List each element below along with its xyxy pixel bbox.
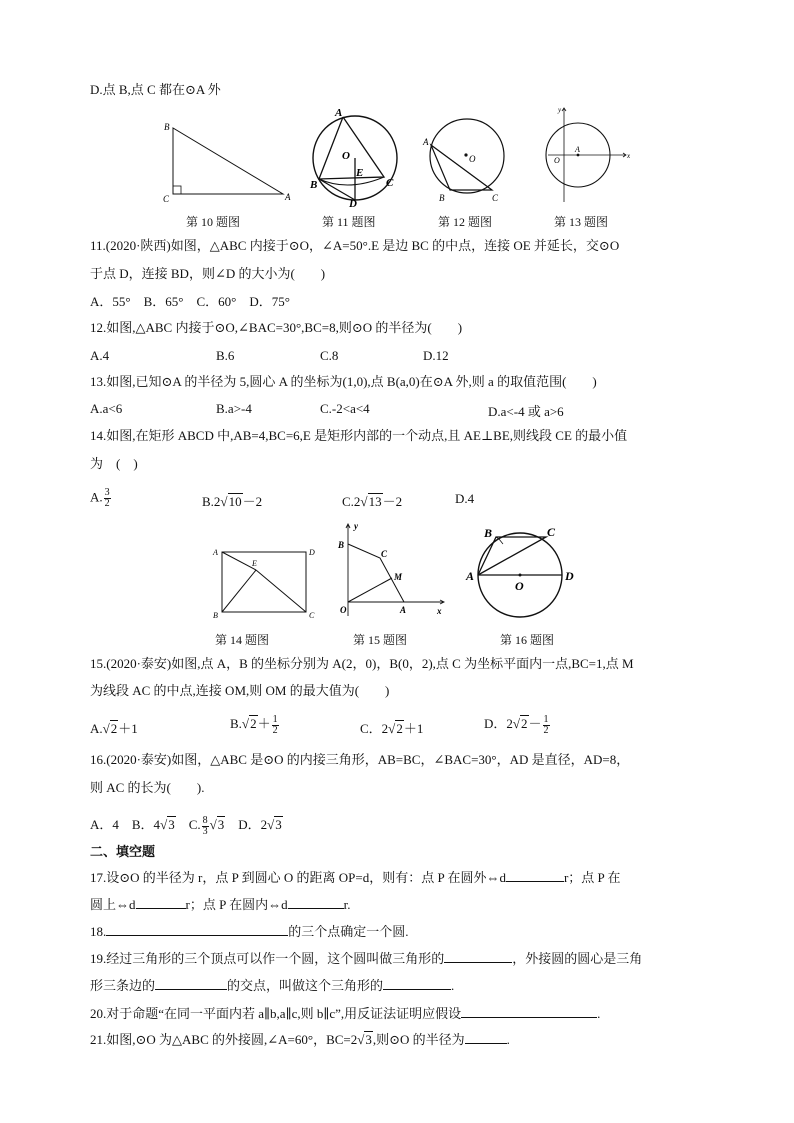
svg-text:C: C — [547, 525, 556, 539]
caption-figure-10: 第 10 题图 — [186, 215, 241, 229]
caption-figure-12: 第 12 题图 — [438, 215, 493, 229]
q17-line2 — [90, 895, 350, 913]
q14-option-c-prefix: C.2 — [342, 494, 361, 509]
svg-text:C: C — [386, 177, 394, 189]
sqrt-sign: √ — [360, 494, 368, 509]
q19-blank-2[interactable] — [155, 976, 227, 990]
q17-text-d: r；点 P 在圆内⇔d — [185, 897, 288, 912]
sqrt-sign: √ — [388, 721, 396, 736]
q12-option-d: D.12 — [423, 348, 449, 363]
q20-text: 20.对于命题“在同一平面内若 a∥b,a∥c,则 b∥c”,用反证法证明应假设 — [90, 1006, 462, 1021]
figure-13-diagram — [538, 104, 638, 208]
q14-option-d: D.4 — [455, 491, 475, 506]
plus-sign: ＋ — [257, 716, 271, 731]
caption-figure-16: 第 16 题图 — [500, 633, 555, 647]
sqrt-radicand: 2 — [396, 721, 403, 736]
sqrt-radicand: 2 — [110, 721, 118, 736]
svg-text:M: M — [394, 572, 403, 582]
q19-text-d: 的交点，叫做这个三角形的 — [227, 978, 384, 993]
q17-text-a: 17.设⊙O 的半径为 r，点 P 到圆心 O 的距离 OP=d，则有：点 P 在圆外⇔d — [90, 870, 506, 885]
svg-text:O: O — [342, 150, 350, 162]
svg-text:A: A — [423, 137, 429, 147]
svg-text:A: A — [575, 145, 580, 154]
figure-16-diagram — [462, 520, 586, 628]
q14-option-a-fraction — [104, 488, 111, 509]
q16-option-a-b: A．4 B．4 — [90, 817, 161, 832]
q18-prefix: 18. — [90, 924, 107, 939]
q18-line — [90, 922, 409, 940]
svg-text:C: C — [381, 549, 388, 559]
svg-text:O: O — [515, 579, 524, 593]
q21-end: . — [506, 1032, 510, 1047]
sqrt-radicand: 3 — [168, 817, 175, 832]
svg-text:B: B — [310, 179, 318, 191]
svg-text:D: D — [309, 548, 315, 557]
q15-option-a — [90, 718, 138, 737]
sqrt-radicand: 10 — [228, 494, 242, 509]
q12-option-a: A.4 — [90, 348, 110, 363]
figure-14-diagram — [208, 544, 318, 622]
svg-text:B: B — [338, 540, 345, 550]
q17-blank-2[interactable] — [136, 895, 186, 909]
section-title-fill-in: 二、填空题 — [90, 844, 156, 859]
q20-end: . — [597, 1006, 601, 1021]
caption-figure-14: 第 14 题图 — [215, 633, 270, 647]
q19-text-a: 19.经过三角形的三个顶点可以作一个圆，这个圆叫做三角形的 — [90, 951, 445, 966]
sqrt-sign: √ — [357, 1032, 365, 1047]
q15-option-c-prefix: C．2 — [360, 721, 389, 736]
q21-suffix: ,则⊙O 的半径为 — [372, 1032, 465, 1047]
figure-15-diagram — [330, 518, 448, 620]
q17-text-b: r；点 P 在 — [563, 870, 621, 885]
q19-text-b: ，外接圆的圆心是三角 — [512, 951, 643, 966]
q12-option-b: B.6 — [216, 348, 235, 363]
sqrt-sign: √ — [160, 817, 168, 832]
fraction-denominator: 2 — [543, 724, 549, 736]
svg-text:C: C — [163, 194, 170, 204]
svg-text:O: O — [554, 156, 560, 165]
sqrt-sign: √ — [241, 716, 250, 731]
q15-option-c — [360, 718, 423, 737]
fraction-numerator: 3 — [104, 487, 110, 498]
fraction-numerator: 8 — [202, 814, 208, 826]
q13-option-d: D.a<-4 或 a>6 — [488, 404, 564, 419]
svg-text:B: B — [213, 611, 218, 620]
q14-line1: 14.如图,在矩形 ABCD 中,AB=4,BC=6,E 是矩形内部的一个动点,且 AE⊥BE,则线段 CE 的最小值 — [90, 428, 628, 443]
q11-line2: 于点 D，连接 BD，则∠D 的大小为( ) — [90, 266, 326, 281]
figure-11-diagram — [308, 104, 408, 208]
sqrt-radicand: 13 — [368, 494, 382, 509]
q14-line2: 为 ( ) — [90, 456, 138, 471]
q14-option-a-label: A. — [90, 489, 103, 505]
q13-option-a: A.a<6 — [90, 401, 123, 416]
svg-text:O: O — [469, 154, 476, 164]
figure-12-diagram — [420, 118, 520, 204]
q21-blank[interactable] — [465, 1030, 507, 1044]
q14-option-b-prefix: B.2 — [202, 494, 221, 509]
q18-blank[interactable] — [106, 922, 288, 936]
sqrt-radicand: 3 — [365, 1032, 372, 1047]
q15-line1: 15.(2020·泰安)如图,点 A，B 的坐标分别为 A(2，0)，B(0，2),点 C 为坐标平面内一点,BC=1,点 M — [90, 656, 634, 671]
sqrt-radicand: 3 — [217, 817, 225, 832]
svg-text:E: E — [356, 167, 364, 179]
fraction-denominator: 3 — [202, 825, 208, 837]
svg-text:B: B — [484, 526, 493, 540]
sqrt-radicand: 2 — [521, 716, 528, 731]
q14-option-c-suffix: －2 — [382, 494, 403, 509]
q11-line1: 11.(2020·陕西)如图，△ABC 内接于⊙O，∠A=50°.E 是边 BC 的中点，连接 OE 并延长，交⊙O — [90, 238, 620, 253]
fraction-numerator: 1 — [272, 713, 278, 725]
sqrt-sign: √ — [512, 716, 521, 731]
q16-options — [90, 814, 283, 837]
svg-text:D: D — [349, 198, 357, 210]
q12-stem: 12.如图,△ABC 内接于⊙O,∠BAC=30°,BC=8,则⊙O 的半径为( ) — [90, 320, 463, 335]
q14-option-b — [202, 491, 262, 510]
q15-option-b — [230, 713, 280, 736]
q17-blank-3[interactable] — [288, 895, 344, 909]
caption-figure-13: 第 13 题图 — [554, 215, 609, 229]
q16-option-c-fraction — [202, 816, 209, 837]
q18-suffix: 的三个点确定一个圆. — [288, 924, 409, 939]
q15-option-d — [484, 713, 551, 736]
svg-text:y: y — [354, 521, 358, 531]
svg-text:A: A — [213, 548, 218, 557]
q15-option-d-fraction — [543, 715, 550, 736]
svg-text:C: C — [492, 193, 499, 203]
sqrt-radicand: 3 — [275, 817, 282, 832]
svg-text:y: y — [558, 106, 562, 114]
q19-text-e: . — [451, 978, 455, 993]
svg-text:C: C — [309, 611, 315, 620]
svg-text:B: B — [164, 122, 170, 132]
q19-text-c: 形三条边的 — [90, 978, 156, 993]
caption-figure-15: 第 15 题图 — [353, 633, 408, 647]
q17-blank-1[interactable] — [506, 868, 564, 882]
q14-option-a — [90, 488, 112, 509]
q12-option-c: C.8 — [320, 348, 339, 363]
q15-option-a-suffix: ＋1 — [118, 721, 138, 736]
svg-text:E: E — [252, 559, 257, 568]
svg-text:O: O — [340, 605, 347, 615]
q15-option-d-prefix: D．2 — [484, 716, 513, 731]
q15-option-b-fraction — [272, 715, 279, 736]
q13-option-c: C.-2<a<4 — [320, 401, 370, 416]
q13-option-b: B.a>-4 — [216, 401, 252, 416]
q17-text-c: 圆上⇔d — [90, 897, 136, 912]
svg-text:A: A — [285, 192, 291, 202]
q19-line2 — [90, 976, 454, 994]
fraction-denominator: 2 — [272, 724, 278, 736]
q21-line — [90, 1030, 510, 1048]
q20-line — [90, 1004, 600, 1022]
q16-line1: 16.(2020·泰安)如图，△ABC 是⊙O 的内接三角形，AB=BC，∠BAC=30°，AD 是直径，AD=8， — [90, 752, 630, 767]
q13-stem: 13.如图,已知⊙A 的半径为 5,圆心 A 的坐标为(1,0),点 B(a,0)在⊙A 外,则 a 的取值范围( ) — [90, 374, 597, 389]
q19-blank-1[interactable] — [444, 949, 512, 963]
svg-text:A: A — [466, 569, 475, 583]
q14-option-b-suffix: －2 — [242, 494, 263, 509]
sqrt-radicand: 2 — [250, 716, 257, 731]
caption-figure-11: 第 11 题图 — [322, 215, 376, 229]
sqrt-sign: √ — [267, 817, 275, 832]
fraction-numerator: 1 — [543, 713, 549, 725]
sqrt-sign: √ — [102, 721, 110, 736]
q15-option-b-prefix: B. — [230, 716, 242, 731]
q16-option-c-prefix: C. — [175, 817, 201, 832]
figure-10-diagram — [155, 118, 295, 208]
q16-option-d-prefix: D．2 — [225, 817, 268, 832]
q19-line1 — [90, 949, 642, 967]
svg-text:A: A — [400, 605, 407, 615]
q16-line2: 则 AC 的长为( ). — [90, 780, 205, 795]
svg-text:A: A — [335, 107, 343, 119]
q15-option-c-suffix: ＋1 — [403, 721, 424, 736]
svg-text:B: B — [439, 193, 445, 203]
sqrt-sign: √ — [220, 494, 228, 509]
sqrt-sign: √ — [209, 817, 217, 832]
q19-blank-3[interactable] — [383, 976, 451, 990]
q17-line1 — [90, 868, 621, 886]
q15-option-a-prefix: A. — [90, 721, 103, 736]
q21-prefix: 21.如图,⊙O 为△ABC 的外接圆,∠A=60°，BC=2 — [90, 1032, 358, 1047]
q15-line2: 为线段 AC 的中点,连接 OM,则 OM 的最大值为( ) — [90, 683, 390, 698]
q17-text-e: r. — [343, 897, 351, 912]
svg-text:x: x — [437, 606, 442, 616]
q20-blank[interactable] — [461, 1004, 597, 1018]
minus-sign: － — [528, 716, 542, 731]
q14-option-c — [342, 491, 402, 510]
q10-option-d: D.点 B,点 C 都在⊙A 外 — [90, 82, 221, 97]
fraction-denominator: 2 — [104, 498, 110, 509]
q11-options: A．55° B．65° C．60° D．75° — [90, 294, 290, 309]
svg-text:D: D — [565, 569, 574, 583]
svg-text:x: x — [627, 152, 631, 160]
